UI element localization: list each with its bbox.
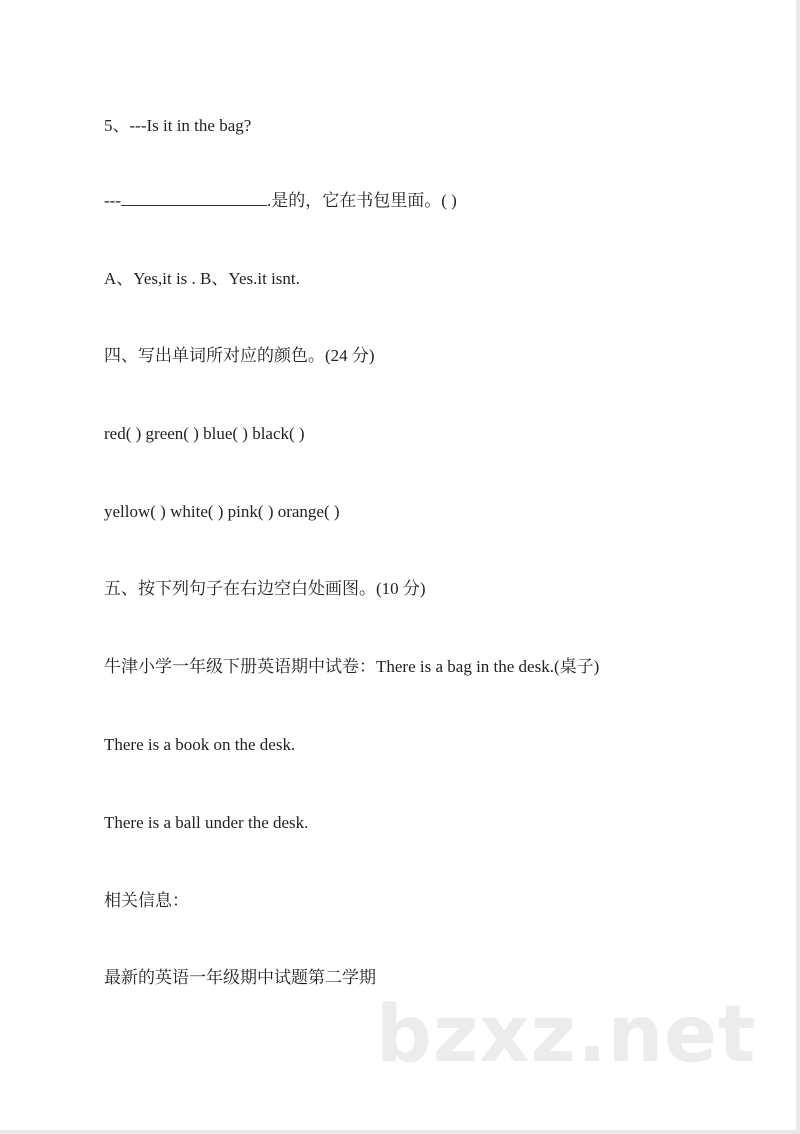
section-4-title: 四、写出单词所对应的颜色。(24 分) (104, 346, 375, 365)
section-5-title: 五、按下列句子在右边空白处画图。(10 分) (104, 579, 426, 598)
answer-blank[interactable] (121, 191, 267, 206)
colors-row-2: yellow( ) white( ) pink( ) orange( ) (104, 502, 340, 521)
answer-prefix: --- (104, 191, 121, 210)
colors-row-1: red( ) green( ) blue( ) black( ) (104, 424, 305, 443)
sentence-2: There is a book on the desk. (104, 735, 296, 754)
question-5: 5、---Is it in the bag? (104, 116, 252, 135)
sentence-1: 牛津小学一年级下册英语期中试卷：There is a bag in the desk.(桌子) (104, 657, 600, 676)
related-info-item[interactable]: 最新的英语一年级期中试题第二学期 (104, 968, 376, 987)
question-5-answer-line (104, 191, 457, 211)
watermark: bzxz.net (376, 990, 757, 1080)
question-5-options: A、Yes,it is . B、Yes.it isnt. (104, 269, 300, 288)
related-info-label: 相关信息： (104, 891, 189, 910)
sentence-3: There is a ball under the desk. (104, 813, 309, 832)
answer-suffix: .是的，它在书包里面。( ) (266, 191, 457, 210)
